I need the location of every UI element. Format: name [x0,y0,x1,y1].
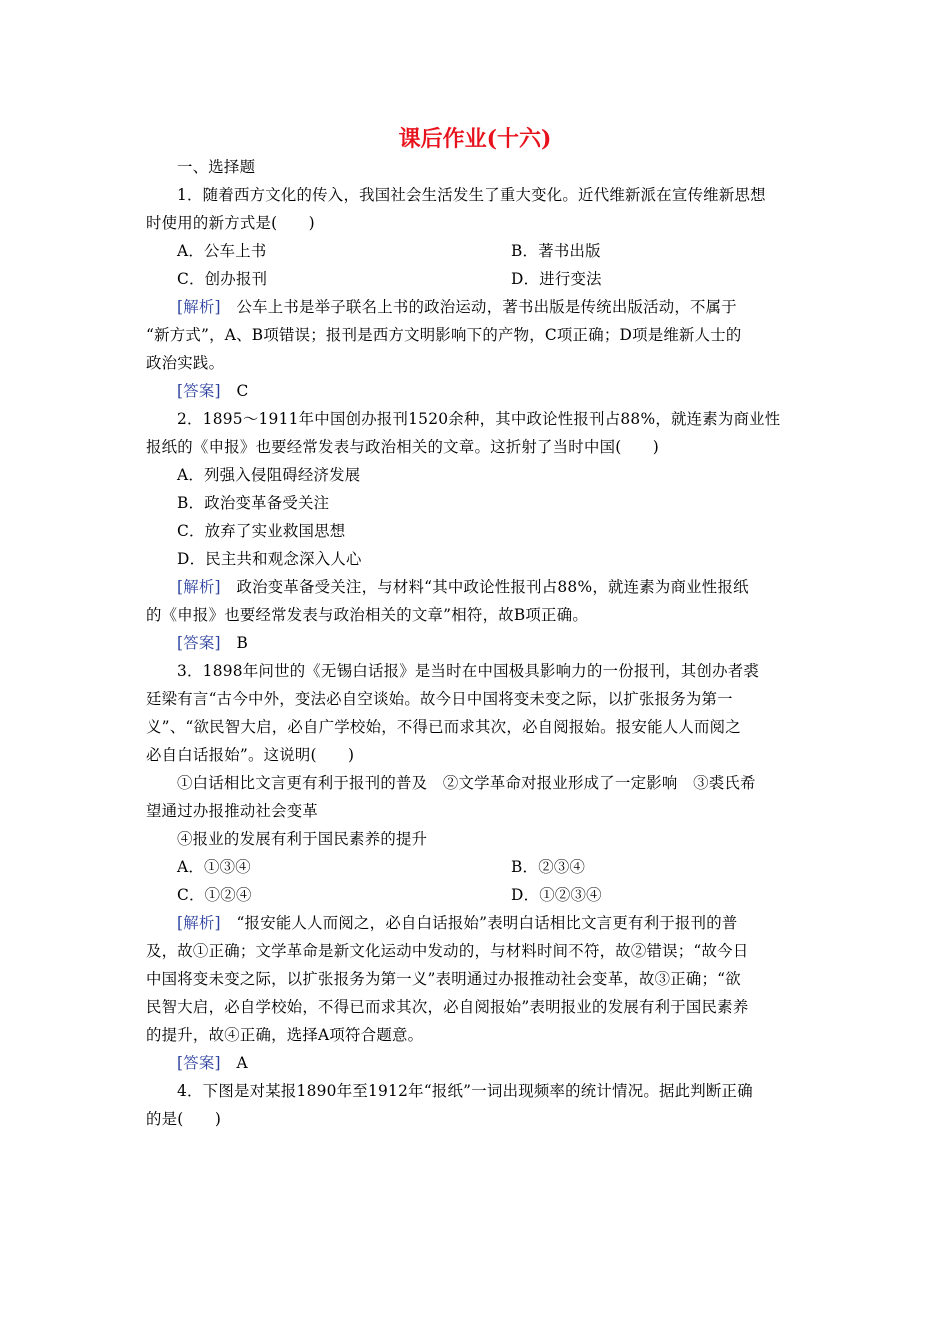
q2-analysis-text: 政治变革备受关注，与材料“其中政论性报刊占88%，就连素为商业性报纸 [220,578,749,596]
analysis-tag: [解析] [177,298,221,316]
q1-analysis-cont: “新方式”，A、B项错误；报刊是西方文明影响下的产物，C项正确；D项是维新人士的 [146,326,742,344]
q3-analysis-cont: 民智大启，必自学校始，不得已而求其次，必自阅报始”表明报业的发展有利于国民素养 [146,998,749,1016]
q3-analysis-cont: 的提升，故④正确，选择A项符合题意。 [146,1026,424,1044]
q2-analysis-cont: 的《申报》也要经常发表与政治相关的文章”相符，故B项正确。 [146,606,588,624]
q2-option-a: A．列强入侵阻碍经济发展 [177,466,361,484]
q2-option-c: C．放弃了实业救国思想 [177,522,346,540]
question-2-text-cont: 报纸的《申报》也要经常发表与政治相关的文章。这折射了当时中国( ) [146,438,660,456]
q3-statements-cont: 望通过办报推动社会变革 [146,802,319,820]
answer-tag: [答案] [177,634,221,652]
answer-tag: [答案] [177,382,221,400]
question-3-text-cont: 义”、“欲民智大启，必自广学校始，不得已而求其次，必自阅报始。报安能人人而阅之 [146,718,741,736]
q3-answer [177,1053,806,1073]
q1-analysis-text: 公车上书是举子联名上书的政治运动，著书出版是传统出版活动，不属于 [220,298,737,316]
q3-analysis-cont: 及，故①正确；文学革命是新文化运动中发动的，与材料时间不符，故②错误；“故今日 [146,942,749,960]
q1-option-d: D．进行变法 [511,270,602,288]
analysis-tag: [解析] [177,578,221,596]
q3-analysis [177,913,806,933]
question-3-text-cont: 廷梁有言“古今中外，变法必自空谈始。故今日中国将变未变之际，以扩张报务为第一 [146,690,733,708]
question-4-text: 4．下图是对某报1890年至1912年“报纸”一词出现频率的统计情况。据此判断正确 [177,1082,753,1100]
q1-option-b: B．著书出版 [511,242,601,260]
q2-answer-value: B [220,634,248,652]
q3-statement-4: ④报业的发展有利于国民素养的提升 [177,830,428,848]
q1-option-a: A．公车上书 [177,242,267,260]
q3-analysis-cont: 中国将变未变之际，以扩张报务为第一义”表明通过办报推动社会变革，故③正确；“欲 [146,970,741,988]
question-3-text-cont: 必自白话报始”。这说明( ) [146,746,355,764]
q3-statements: ①白话相比文言更有利于报刊的普及 ②文学革命对报业形成了一定影响 ③裘氏希 [177,774,756,792]
q3-analysis-text: “报安能人人而阅之，必自白话报始”表明白话相比文言更有利于报刊的普 [220,914,738,932]
analysis-tag: [解析] [177,914,221,932]
q3-option-a: A．①③④ [177,858,251,876]
q1-answer-value: C [220,382,249,400]
question-4-text-cont: 的是( ) [146,1110,222,1128]
q3-option-c: C．①②④ [177,886,252,904]
question-2-text: 2．1895～1911年中国创办报刊1520余种，其中政论性报刊占88%，就连素为商业性 [177,410,781,428]
question-1-text-cont: 时使用的新方式是( ) [146,214,315,232]
q2-answer [177,633,806,653]
q1-answer [177,381,806,401]
section-heading: 一、选择题 [177,158,256,176]
page-title: 课后作业(十六) [398,126,552,152]
q1-analysis [177,297,806,317]
q1-option-c: C．创办报刊 [177,270,268,288]
q3-option-d: D．①②③④ [511,886,602,904]
q2-option-b: B．政治变革备受关注 [177,494,330,512]
q2-analysis [177,577,806,597]
answer-tag: [答案] [177,1054,221,1072]
question-1-text: 1．随着西方文化的传入，我国社会生活发生了重大变化。近代维新派在宣传维新思想 [177,186,766,204]
q1-analysis-cont: 政治实践。 [146,354,225,372]
q3-answer-value: A [220,1054,248,1072]
question-3-text: 3．1898年问世的《无锡白话报》是当时在中国极具影响力的一份报刊，其创办者裘 [177,662,759,680]
q2-option-d: D．民主共和观念深入人心 [177,550,362,568]
q3-option-b: B．②③④ [511,858,586,876]
